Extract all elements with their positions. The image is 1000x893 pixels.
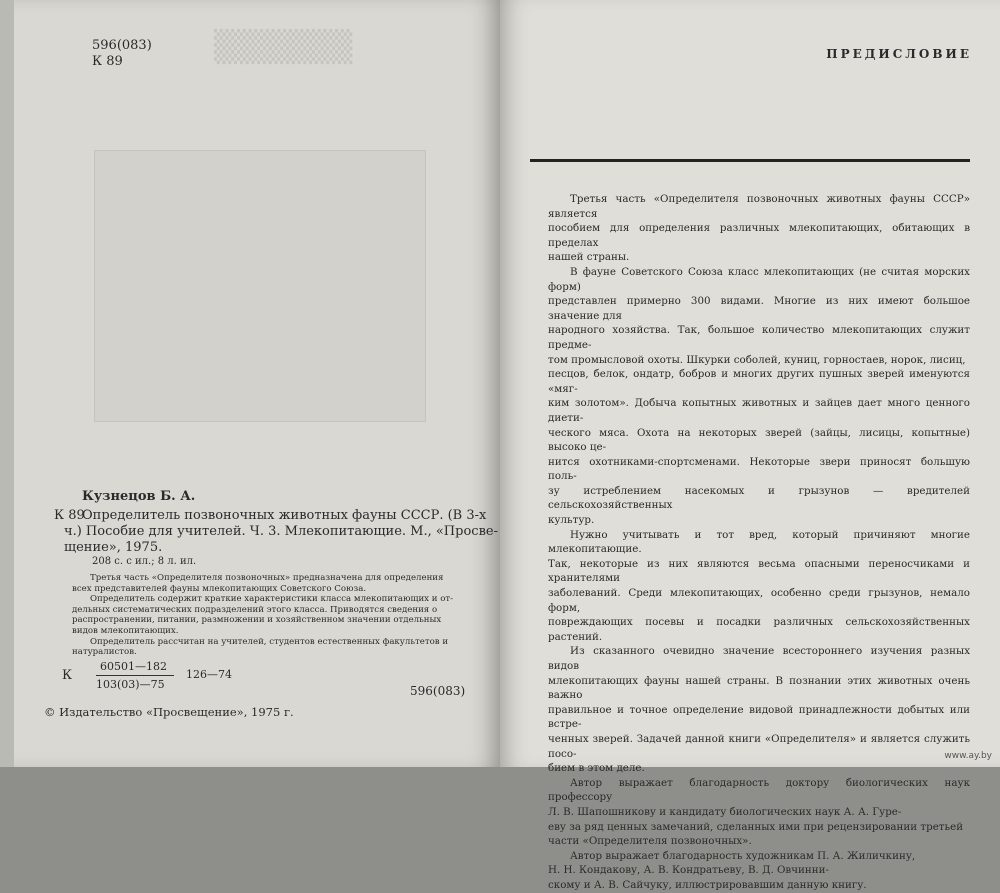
annotation-line: всех представителей фауны млекопитающих Советского Союза. xyxy=(72,583,367,594)
text-line: Так, некоторые из них являются весьма опасными переносчиками и хранителями xyxy=(548,557,970,585)
text-line: правильное и точное определение видовой принадлежности добытых или встре- xyxy=(548,703,970,731)
text-line: песцов, белок, ондатр, бобров и многих других пушных зверей именуются «мяг- xyxy=(548,368,970,395)
annotation-line: натуралистов. xyxy=(72,647,137,658)
text-line: Автор выражает благодарность доктору биологических наук профессору xyxy=(548,776,970,804)
text-line: еву за ряд ценных замечаний, сделанных ими при рецензировании третьей xyxy=(548,820,964,833)
text-line: народного хозяйства. Так, большое количество млекопитающих служит предме- xyxy=(548,324,970,351)
text-line: Третья часть «Определителя позвоночных животных фауны СССР» является xyxy=(548,193,970,220)
text-line: культур. xyxy=(548,514,595,527)
text-line: Нужно учитывать и тот вред, который причиняют многие млекопитающие. xyxy=(548,528,970,556)
text-line: части «Определителя позвоночных». xyxy=(548,835,752,848)
paragraph-5 xyxy=(548,776,970,849)
copyright: © Издательство «Просвещение», 1975 г. xyxy=(44,705,294,719)
author-name: Кузнецов Б. А. xyxy=(82,489,196,504)
fraction-tail: 126—74 xyxy=(186,668,232,681)
book-edge xyxy=(0,0,14,767)
text-line: ченных зверей. Задачей данной книги «Определителя» и является служить посо- xyxy=(548,732,970,760)
left-page xyxy=(14,0,500,767)
show-through-ghost: ▒▒▒▒▒▒ xyxy=(214,30,353,65)
paragraph-3 xyxy=(548,528,970,645)
fraction-bar xyxy=(96,675,174,676)
text-line: представлен примерно 300 видами. Многие из них имеют большое значение для xyxy=(548,295,970,322)
fraction-bottom: 103(03)—75 xyxy=(96,678,165,691)
preface-text xyxy=(548,192,970,893)
paragraph-6 xyxy=(548,849,970,893)
text-line: скому и А. В. Сайчуку, иллюстрировавшим данную книгу. xyxy=(548,878,867,891)
card-line-3: щение», 1975. xyxy=(64,540,163,555)
annotation-line: дельных систематических подразделений этого класса. Приводятся сведения о xyxy=(72,604,438,615)
title-rule xyxy=(530,159,970,162)
show-through-frame xyxy=(94,150,426,422)
text-line: Н. Н. Кондакову, А. В. Кондратьеву, В. Д. Овчинни- xyxy=(548,864,829,877)
annotation-line: видов млекопитающих. xyxy=(72,625,179,636)
bbk-index: К 89 xyxy=(92,54,123,69)
paragraph-1 xyxy=(548,192,970,265)
text-line: В фауне Советского Союза класс млекопитающих (не считая морских форм) xyxy=(548,265,970,293)
annotation-line: Определитель содержит краткие характеристики класса млекопитающих и от- xyxy=(90,594,454,605)
udc-bottom: 596(083) xyxy=(410,684,466,698)
udc-code: 596(083) xyxy=(92,38,152,53)
card-line-1: Определитель позвоночных животных фауны СССР. (В 3-х xyxy=(82,508,487,523)
text-line: ким золотом». Добыча копытных животных и зайцев дает много ценного диети- xyxy=(548,397,970,424)
text-line: пособием для определения различных млекопитающих, обитающих в пределах xyxy=(548,222,970,249)
watermark: www.ay.by xyxy=(944,751,992,761)
pages-info: 208 с. с ил.; 8 л. ил. xyxy=(92,556,197,567)
page-title: ПРЕДИСЛОВИЕ xyxy=(826,47,972,61)
text-line: нится охотниками-спортсменами. Некоторые звери приносят большую поль- xyxy=(548,455,970,483)
text-line: Л. В. Шапошникову и кандидату биологических наук А. А. Гуре- xyxy=(548,805,902,818)
annotation-line: Определитель рассчитан на учителей, студентов естественных факультетов и xyxy=(90,636,449,647)
text-line: Из сказанного очевидно значение всестороннего изучения разных видов xyxy=(548,645,970,672)
annotation-line: распространении, питании, размножении и хозяйственном значении отдельных xyxy=(72,615,442,626)
text-line: Автор выражает благодарность художникам П. А. Жиличкину, xyxy=(570,849,916,862)
paragraph-2 xyxy=(548,265,970,528)
text-line: ческого мяса. Охота на некоторых зверей (зайцы, лисицы, копытные) высоко це- xyxy=(548,426,970,454)
paragraph-4 xyxy=(548,644,970,775)
text-line: повреждающих посевы и посадки различных сельскохозяйственных растений. xyxy=(548,616,970,643)
annotation xyxy=(72,573,453,658)
text-line: бием в этом деле. xyxy=(548,762,645,775)
text-line: млекопитающих фауны нашей страны. В познании этих животных очень важно xyxy=(548,674,970,702)
text-line: том промысловой охоты. Шкурки соболей, куниц, горностаев, норок, лисиц, xyxy=(548,353,966,366)
card-index: К 89 xyxy=(54,508,85,523)
k-letter: К xyxy=(62,668,73,683)
annotation-line: Третья часть «Определителя позвоночных» предназначена для определения xyxy=(90,573,444,583)
right-page xyxy=(500,0,1000,891)
text-line: нашей страны. xyxy=(548,251,630,264)
text-line: зу истреблением насекомых и грызунов — вредителей сельскохозяйственных xyxy=(548,484,970,512)
text-line: заболеваний. Среди млекопитающих, особенно среди грызунов, немало форм, xyxy=(548,587,970,614)
fraction-top: 60501—182 xyxy=(100,660,167,673)
card-line-2: ч.) Пособие для учителей. Ч. 3. Млекопитающие. М., «Просве- xyxy=(64,524,498,539)
